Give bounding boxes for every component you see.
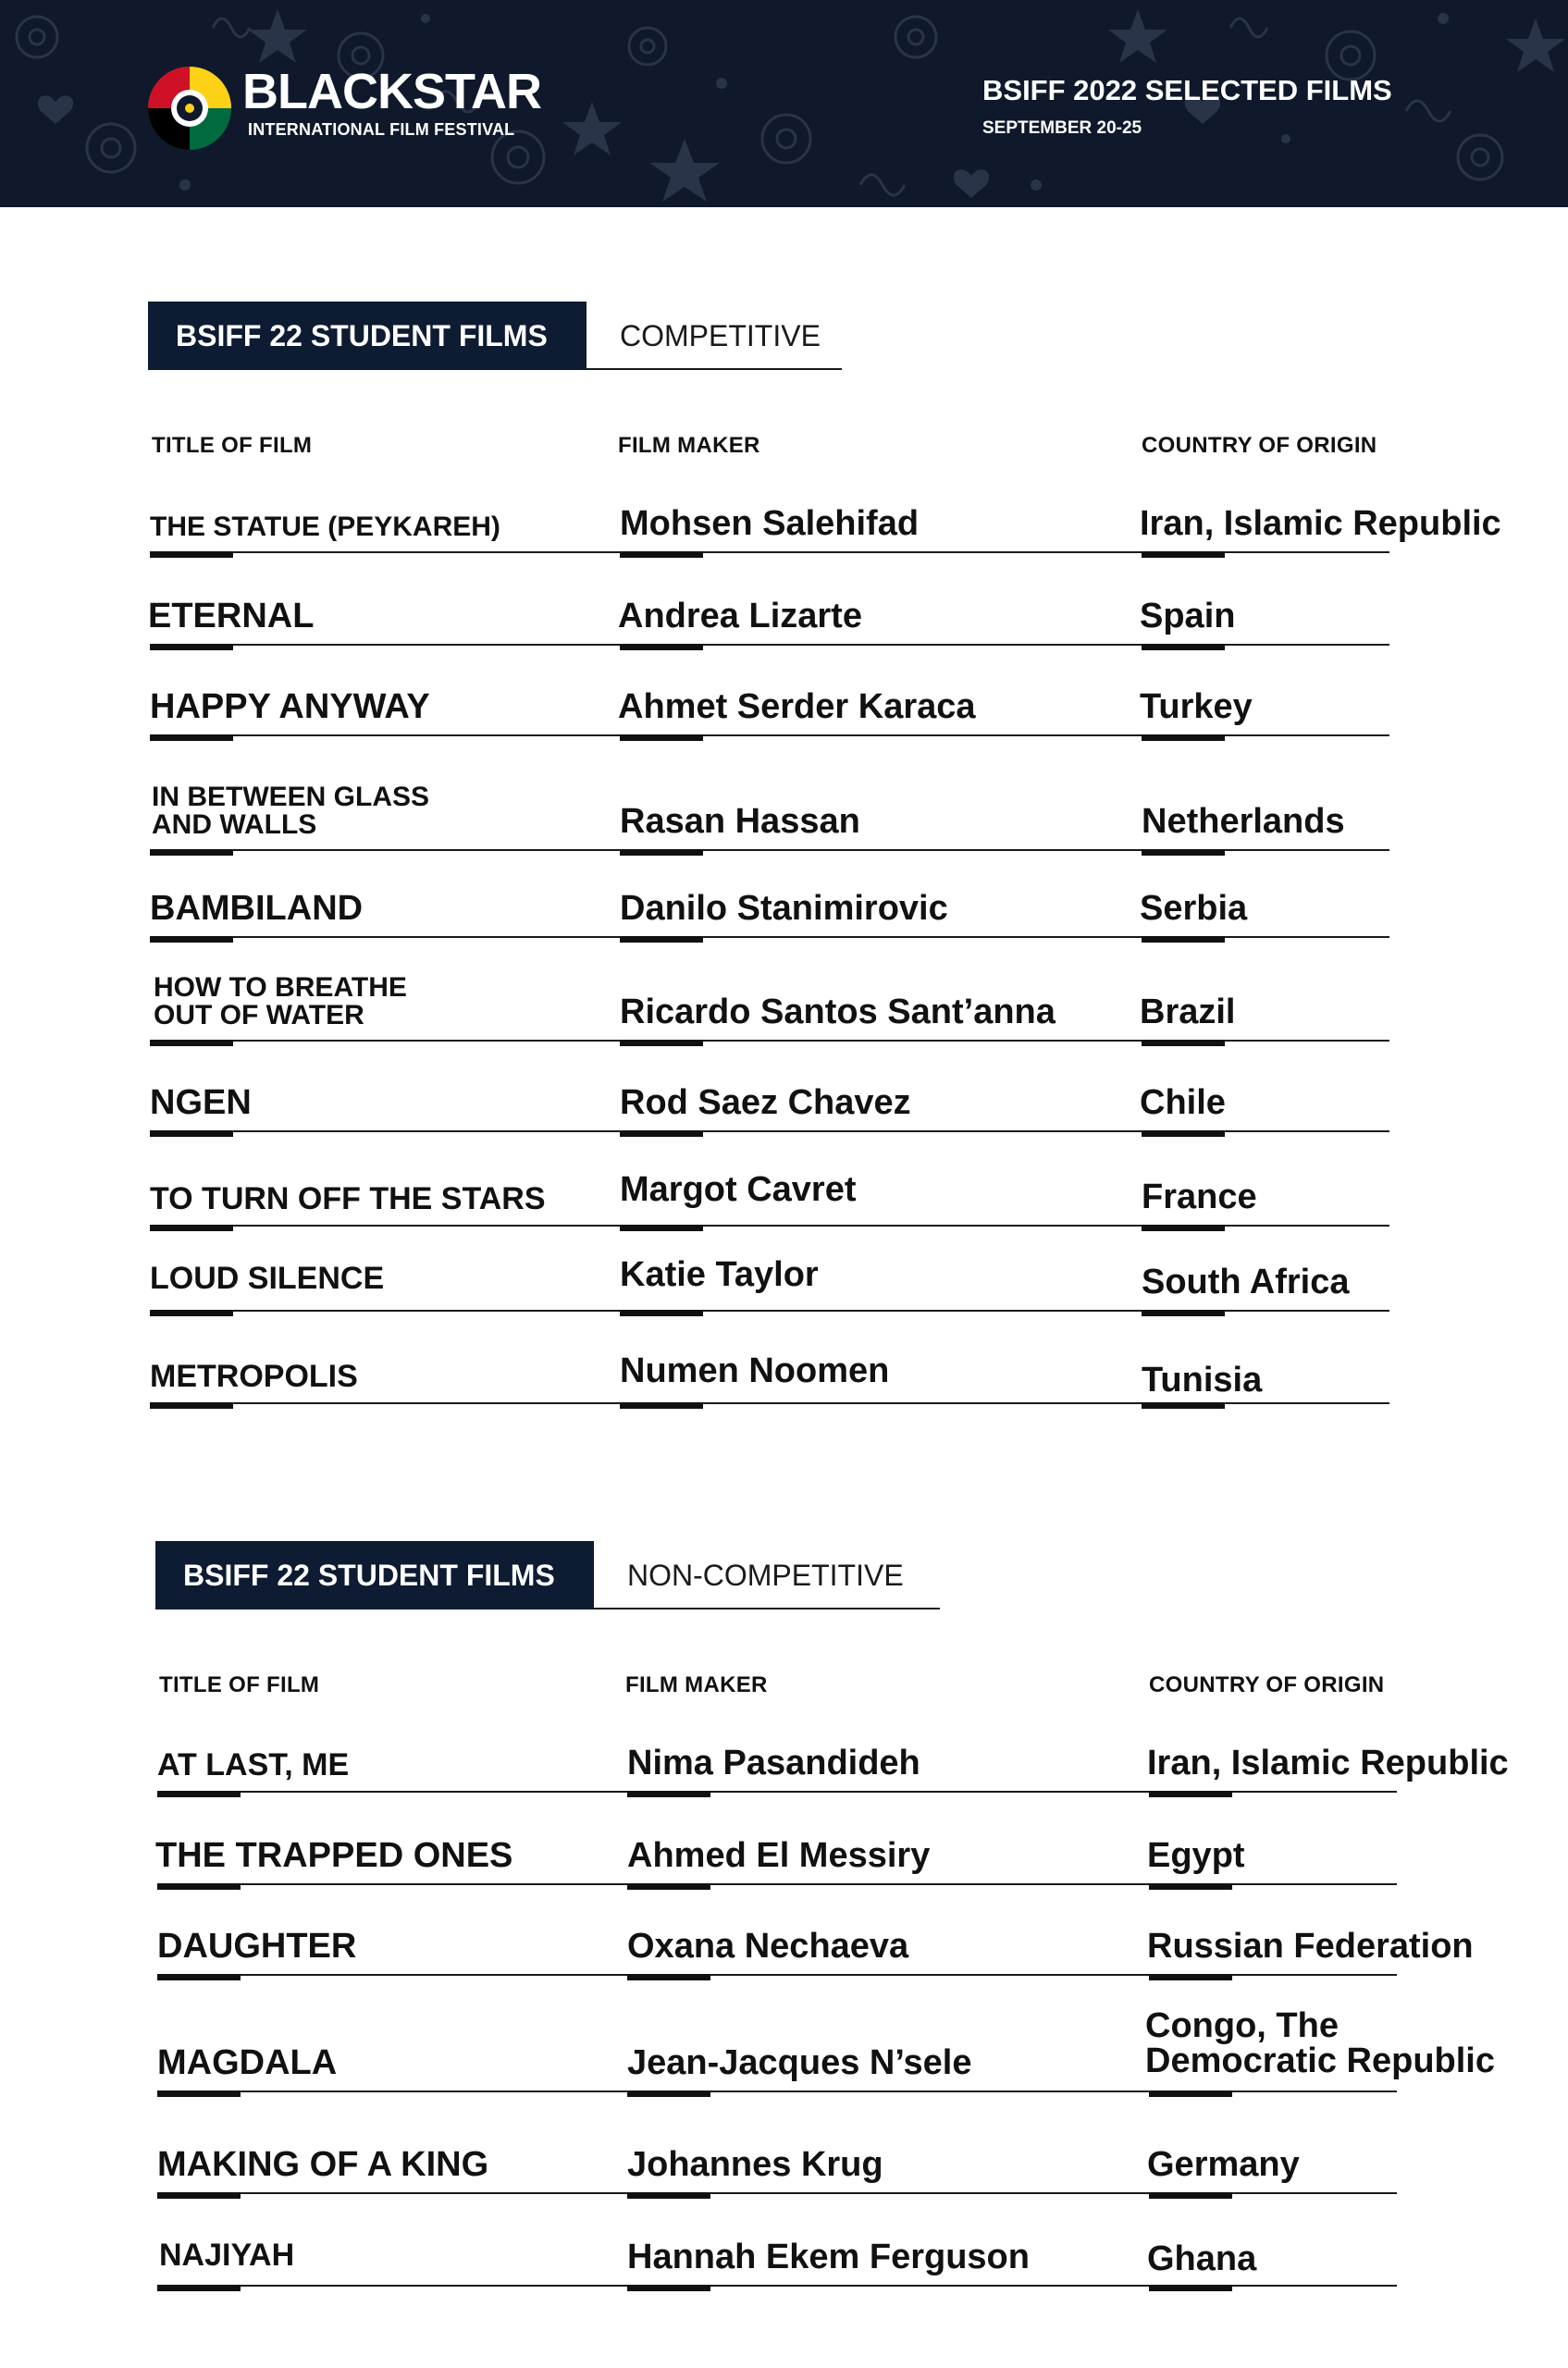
table-row [0,1885,1568,1976]
film-country: South Africa [1142,1263,1350,1302]
section-tab-label: BSIFF 22 STUDENT FILMS [148,302,586,370]
film-title: NAJIYAH [159,2238,295,2274]
film-maker: Andrea Lizarte [618,597,862,636]
festival-dates: SEPTEMBER 20-25 [982,118,1142,138]
column-header-title: TITLE OF FILM [152,433,313,458]
film-title: ETERNAL [148,597,315,636]
film-country: Brazil [1140,993,1236,1032]
film-country: Spain [1140,597,1236,636]
film-title: TO TURN OFF THE STARS [150,1181,546,1217]
table-row [0,2092,1568,2194]
film-country: Tunisia [1142,1361,1263,1400]
film-maker: Katie Taylor [620,1255,819,1295]
film-country: Russian Federation [1147,1927,1474,1967]
table-row [0,851,1568,938]
section-tab-bar [155,1541,940,1610]
table-row [0,646,1568,736]
film-maker: Johannes Krug [627,2145,883,2185]
film-title: LOUD SILENCE [150,1261,385,1297]
film-maker: Ahmed El Messiry [627,1836,931,1876]
film-maker: Ahmet Serder Karaca [618,687,976,727]
column-header-country: COUNTRY OF ORIGIN [1142,433,1377,458]
film-country: Ghana [1147,2239,1257,2279]
row-accent-maker [620,1402,703,1409]
film-title: HOW TO BREATHE OUT OF WATER [154,971,407,1031]
film-title: METROPOLIS [150,1359,358,1395]
festival-title: BSIFF 2022 SELECTED FILMS [982,74,1392,106]
film-title: MAKING OF A KING [157,2145,489,2185]
section-tab-category: NON-COMPETITIVE [627,1558,904,1592]
row-accent-title [150,1402,233,1409]
blackstar-logo-icon [146,65,233,152]
film-country: Iran, Islamic Republic [1140,504,1501,544]
film-title: MAGDALA [157,2043,338,2083]
film-title: NGEN [150,1083,252,1123]
table-row [0,1312,1568,1404]
film-maker: Jean-Jacques N’sele [627,2043,972,2083]
column-header-maker: FILM MAKER [618,433,760,458]
table-row [0,553,1568,646]
row-accent-title [157,2285,241,2291]
table-row [0,1227,1568,1312]
logo-subtitle: INTERNATIONAL FILM FESTIVAL [248,120,515,139]
tab-underline [594,1608,940,1610]
film-maker: Rasan Hassan [620,802,860,842]
row-accent-country [1149,2285,1232,2291]
film-country: Turkey [1140,687,1253,727]
film-country: Netherlands [1142,802,1345,842]
film-country: Germany [1147,2145,1300,2185]
film-title: DAUGHTER [157,1927,357,1967]
film-country: Iran, Islamic Republic [1147,1744,1509,1783]
table-row [0,1042,1568,1132]
column-header-country: COUNTRY OF ORIGIN [1149,1672,1385,1697]
film-country: Serbia [1140,889,1248,929]
film-title: IN BETWEEN GLASS AND WALLS [152,781,430,841]
film-maker: Ricardo Santos Sant’anna [620,993,1056,1032]
logo-wordmark: BLACKSTAR [242,64,541,119]
table-row [0,2194,1568,2287]
film-maker: Oxana Nechaeva [627,1927,909,1967]
film-maker: Hannah Ekem Ferguson [627,2238,1030,2277]
section-tab-label: BSIFF 22 STUDENT FILMS [155,1541,594,1610]
film-maker: Margot Cavret [620,1170,857,1210]
table-row [0,736,1568,851]
film-title: BAMBILAND [150,889,364,929]
header-banner [0,0,1568,207]
section-tab-bar [148,302,842,370]
film-maker: Numen Noomen [620,1351,890,1391]
film-maker: Nima Pasandideh [627,1744,920,1783]
table-row [0,1976,1568,2092]
column-header-maker: FILM MAKER [625,1672,768,1697]
film-country: Egypt [1147,1836,1245,1876]
film-maker: Danilo Stanimirovic [620,889,948,929]
film-maker: Rod Saez Chavez [620,1083,911,1123]
film-country: Chile [1140,1083,1226,1123]
row-accent-maker [627,2285,710,2291]
column-header-title: TITLE OF FILM [159,1672,320,1697]
film-maker: Mohsen Salehifad [620,504,920,544]
table-row [0,938,1568,1042]
film-title: THE STATUE (PEYKAREH) [150,512,500,543]
table-row [0,1711,1568,1793]
film-country: Congo, The Democratic Republic [1145,2005,1495,2081]
table-row [0,1793,1568,1885]
film-title: THE TRAPPED ONES [155,1836,513,1876]
table-row [0,1132,1568,1227]
section-tab-category: COMPETITIVE [620,318,821,352]
film-country: France [1142,1178,1257,1217]
table-row [0,472,1568,553]
film-title: HAPPY ANYWAY [150,687,430,727]
row-accent-country [1142,1402,1225,1409]
film-title: AT LAST, ME [157,1747,350,1783]
tab-underline [586,368,842,370]
